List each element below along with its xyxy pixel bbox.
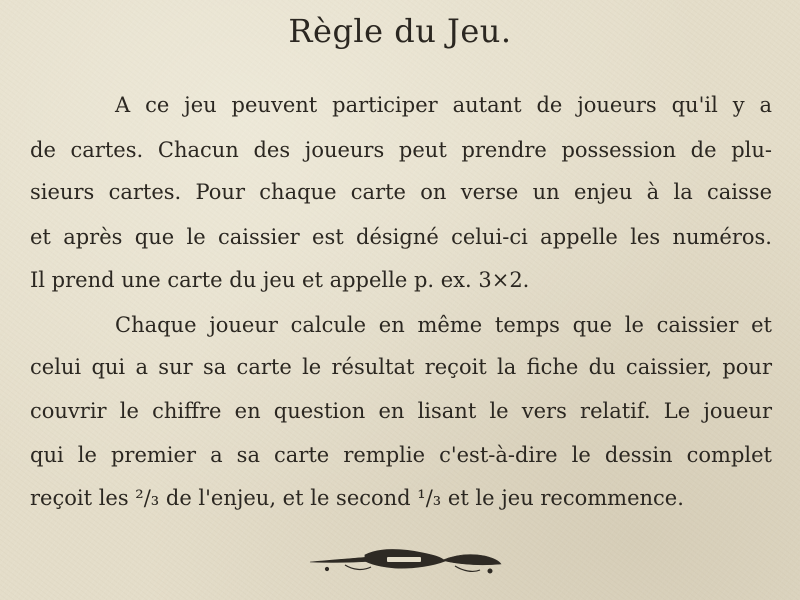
text-line: de cartes. Chacun des joueurs peut prendre possession de plu- (30, 138, 772, 162)
text-line: A ce jeu peuvent participer autant de joueurs qu'il y a (115, 93, 772, 117)
text-line: reçoit les ²/₃ de l'enjeu, et le second ¹/₃ et le jeu recommence. (30, 486, 684, 510)
page-title: Règle du Jeu. (288, 12, 512, 50)
text-line: sieurs cartes. Pour chaque carte on verse un enjeu à la caisse (30, 180, 772, 204)
text-line: et après que le caissier est désigné celui-ci appelle les numéros. (30, 225, 772, 249)
text-line: couvrir le chiffre en question en lisant le vers relatif. Le joueur (30, 399, 772, 423)
text-line: celui qui a sur sa carte le résultat reçoit la fiche du caissier, pour (30, 355, 772, 379)
text-line: qui le premier a sa carte remplie c'est-à-dire le dessin complet (30, 443, 772, 467)
decorative-pen-flourish-icon (305, 543, 505, 579)
text-line: Chaque joueur calcule en même temps que le caissier et (115, 313, 772, 337)
text-line: Il prend une carte du jeu et appelle p. ex. 3×2. (30, 268, 530, 292)
